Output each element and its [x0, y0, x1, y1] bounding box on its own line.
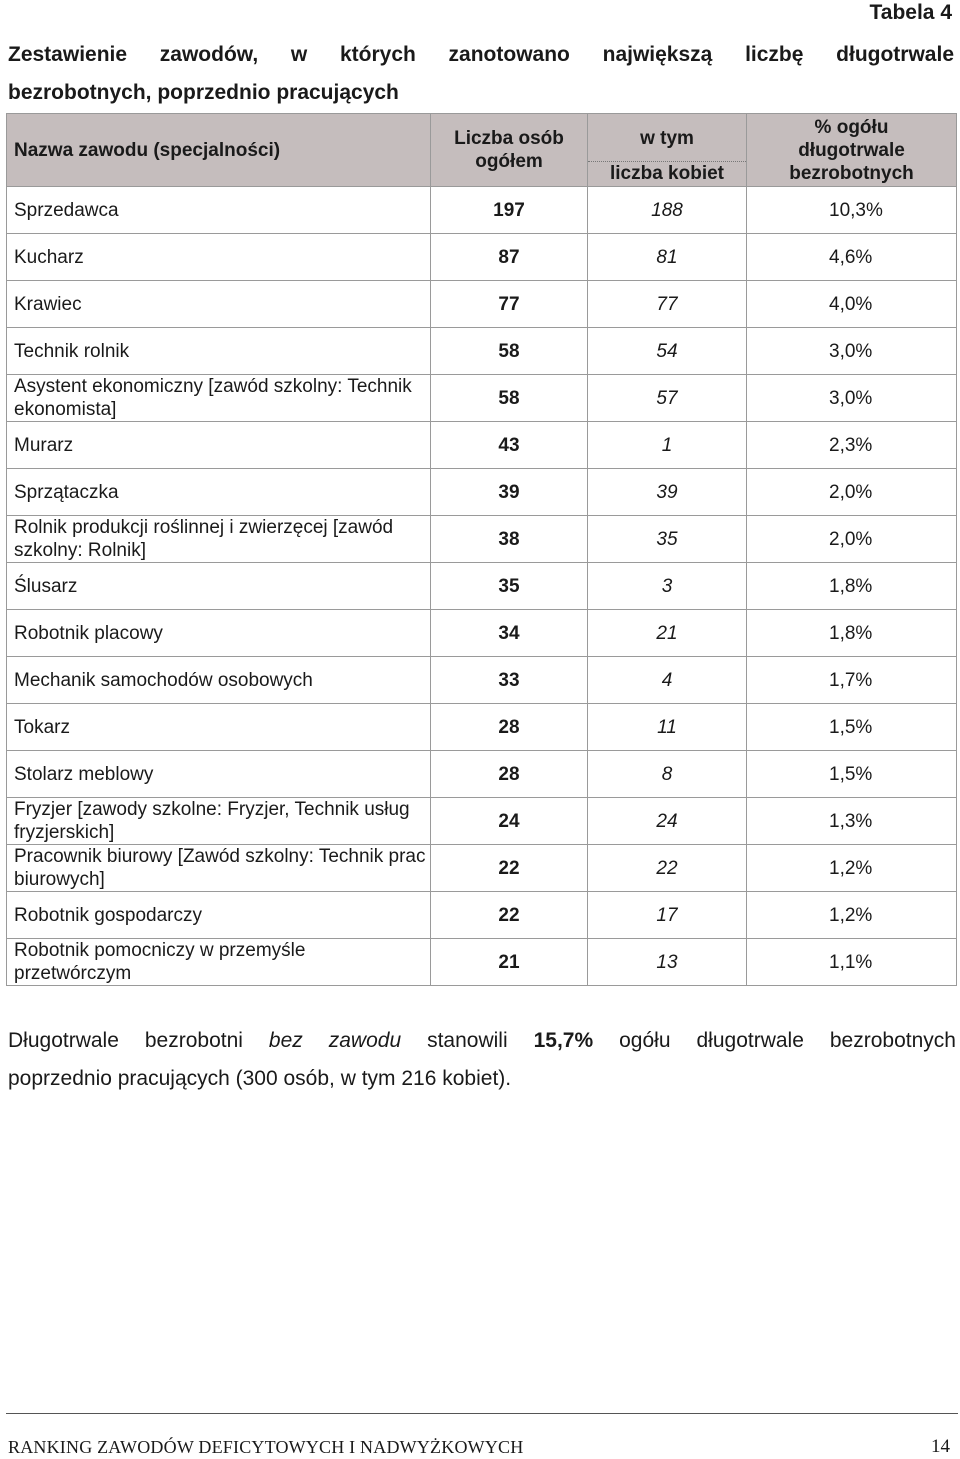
occupation-name: Sprzątaczka	[7, 469, 431, 516]
total-count: 197	[431, 187, 588, 234]
women-count: 8	[588, 751, 747, 798]
table-row	[7, 657, 957, 704]
occupation-name: Rolnik produkcji roślinnej i zwierzęcej [zawód szkolny: Rolnik]	[7, 516, 431, 563]
header-total-line-2: ogółem	[475, 151, 543, 172]
table-row	[7, 704, 957, 751]
percentage: 3,0%	[747, 375, 957, 422]
table-row	[7, 845, 957, 892]
total-count: 58	[431, 328, 588, 375]
total-count: 35	[431, 563, 588, 610]
total-count: 77	[431, 281, 588, 328]
summary-word: ogółu	[619, 1029, 671, 1052]
total-count: 21	[431, 939, 588, 986]
women-count: 57	[588, 375, 747, 422]
percentage: 1,8%	[747, 610, 957, 657]
summary-word: Długotrwale	[8, 1029, 119, 1052]
women-count: 54	[588, 328, 747, 375]
occupation-name: Tokarz	[7, 704, 431, 751]
percentage: 2,0%	[747, 469, 957, 516]
percentage: 1,1%	[747, 939, 957, 986]
occupation-name: Technik rolnik	[7, 328, 431, 375]
header-percentage	[747, 114, 957, 187]
occupation-name: Krawiec	[7, 281, 431, 328]
table-title-line-2: bezrobotnych, poprzednio pracujących	[8, 81, 399, 104]
summary-line-2: poprzednio pracujących (300 osób, w tym 216 kobiet).	[8, 1067, 512, 1090]
women-count: 35	[588, 516, 747, 563]
table-row	[7, 516, 957, 563]
women-count: 81	[588, 234, 747, 281]
table-title-line-1: Zestawienie zawodów, w których zanotowano największą liczbę długotrwale	[8, 43, 954, 66]
percentage: 4,6%	[747, 234, 957, 281]
occupation-name: Asystent ekonomiczny [zawód szkolny: Technik ekonomista]	[7, 375, 431, 422]
occupations-table	[6, 113, 957, 986]
percentage: 2,0%	[747, 516, 957, 563]
summary-word: stanowili	[427, 1029, 508, 1052]
table-row	[7, 469, 957, 516]
total-count: 28	[431, 704, 588, 751]
table-row	[7, 751, 957, 798]
percentage: 2,3%	[747, 422, 957, 469]
percentage: 1,5%	[747, 751, 957, 798]
occupation-name: Kucharz	[7, 234, 431, 281]
occupation-name: Murarz	[7, 422, 431, 469]
summary-italic-word: zawodu	[328, 1029, 402, 1052]
table-row	[7, 892, 957, 939]
table-row	[7, 563, 957, 610]
summary-word: długotrwale	[696, 1029, 804, 1052]
table-title	[8, 36, 954, 112]
women-count: 17	[588, 892, 747, 939]
header-women-count	[588, 114, 747, 187]
occupation-name: Fryzjer [zawody szkolne: Fryzjer, Technik usług fryzjerskich]	[7, 798, 431, 845]
summary-word: bezrobotni	[144, 1029, 243, 1052]
percentage: 3,0%	[747, 328, 957, 375]
summary-line-1	[8, 1022, 956, 1060]
total-count: 22	[431, 845, 588, 892]
header-pct-line-2: długotrwale	[798, 139, 905, 161]
summary-word: bezrobotnych	[829, 1029, 956, 1052]
header-women-top: w tym	[588, 115, 746, 162]
header-total-line-1: Liczba osób	[454, 128, 564, 149]
women-count: 21	[588, 610, 747, 657]
occupation-name: Ślusarz	[7, 563, 431, 610]
women-count: 13	[588, 939, 747, 986]
total-count: 22	[431, 892, 588, 939]
table-row	[7, 328, 957, 375]
percentage: 1,5%	[747, 704, 957, 751]
table-row	[7, 939, 957, 986]
total-count: 28	[431, 751, 588, 798]
total-count: 24	[431, 798, 588, 845]
table-row	[7, 187, 957, 234]
percentage: 1,8%	[747, 563, 957, 610]
header-women-bottom: liczba kobiet	[609, 162, 725, 184]
women-count: 188	[588, 187, 747, 234]
table-row	[7, 281, 957, 328]
table-row	[7, 798, 957, 845]
total-count: 33	[431, 657, 588, 704]
total-count: 43	[431, 422, 588, 469]
percentage: 1,2%	[747, 845, 957, 892]
footer-document-title: RANKING ZAWODÓW DEFICYTOWYCH I NADWYŻKOWYCH	[8, 1437, 524, 1457]
total-count: 38	[431, 516, 588, 563]
header-pct-line-3: bezrobotnych	[789, 162, 914, 184]
page-number: 14	[931, 1436, 950, 1457]
percentage: 1,3%	[747, 798, 957, 845]
table-number-label: Tabela 4	[869, 1, 952, 24]
table-row	[7, 422, 957, 469]
percentage: 4,0%	[747, 281, 957, 328]
total-count: 58	[431, 375, 588, 422]
total-count: 87	[431, 234, 588, 281]
percentage: 10,3%	[747, 187, 957, 234]
table-header-row	[7, 114, 957, 187]
percentage: 1,7%	[747, 657, 957, 704]
occupation-name: Sprzedawca	[7, 187, 431, 234]
women-count: 4	[588, 657, 747, 704]
total-count: 39	[431, 469, 588, 516]
table-row	[7, 610, 957, 657]
occupation-name: Stolarz meblowy	[7, 751, 431, 798]
total-count: 34	[431, 610, 588, 657]
occupation-name: Pracownik biurowy [Zawód szkolny: Technik prac biurowych]	[7, 845, 431, 892]
summary-highlight-value: 15,7%	[533, 1029, 594, 1052]
summary-italic-word: bez	[268, 1029, 303, 1052]
occupation-name: Mechanik samochodów osobowych	[7, 657, 431, 704]
women-count: 39	[588, 469, 747, 516]
occupation-name: Robotnik gospodarczy	[7, 892, 431, 939]
table-row	[7, 234, 957, 281]
women-count: 11	[588, 704, 747, 751]
occupation-name: Robotnik pomocniczy w przemyśle przetwórczym	[7, 939, 431, 986]
women-count: 24	[588, 798, 747, 845]
women-count: 3	[588, 563, 747, 610]
occupation-name: Robotnik placowy	[7, 610, 431, 657]
footer-divider	[6, 1413, 958, 1414]
table-row	[7, 375, 957, 422]
header-pct-line-1: % ogółu	[814, 116, 889, 138]
percentage: 1,2%	[747, 892, 957, 939]
summary-paragraph	[8, 1022, 956, 1098]
header-total-persons	[431, 114, 588, 187]
women-count: 77	[588, 281, 747, 328]
women-count: 22	[588, 845, 747, 892]
header-occupation-name: Nazwa zawodu (specjalności)	[7, 114, 431, 187]
women-count: 1	[588, 422, 747, 469]
